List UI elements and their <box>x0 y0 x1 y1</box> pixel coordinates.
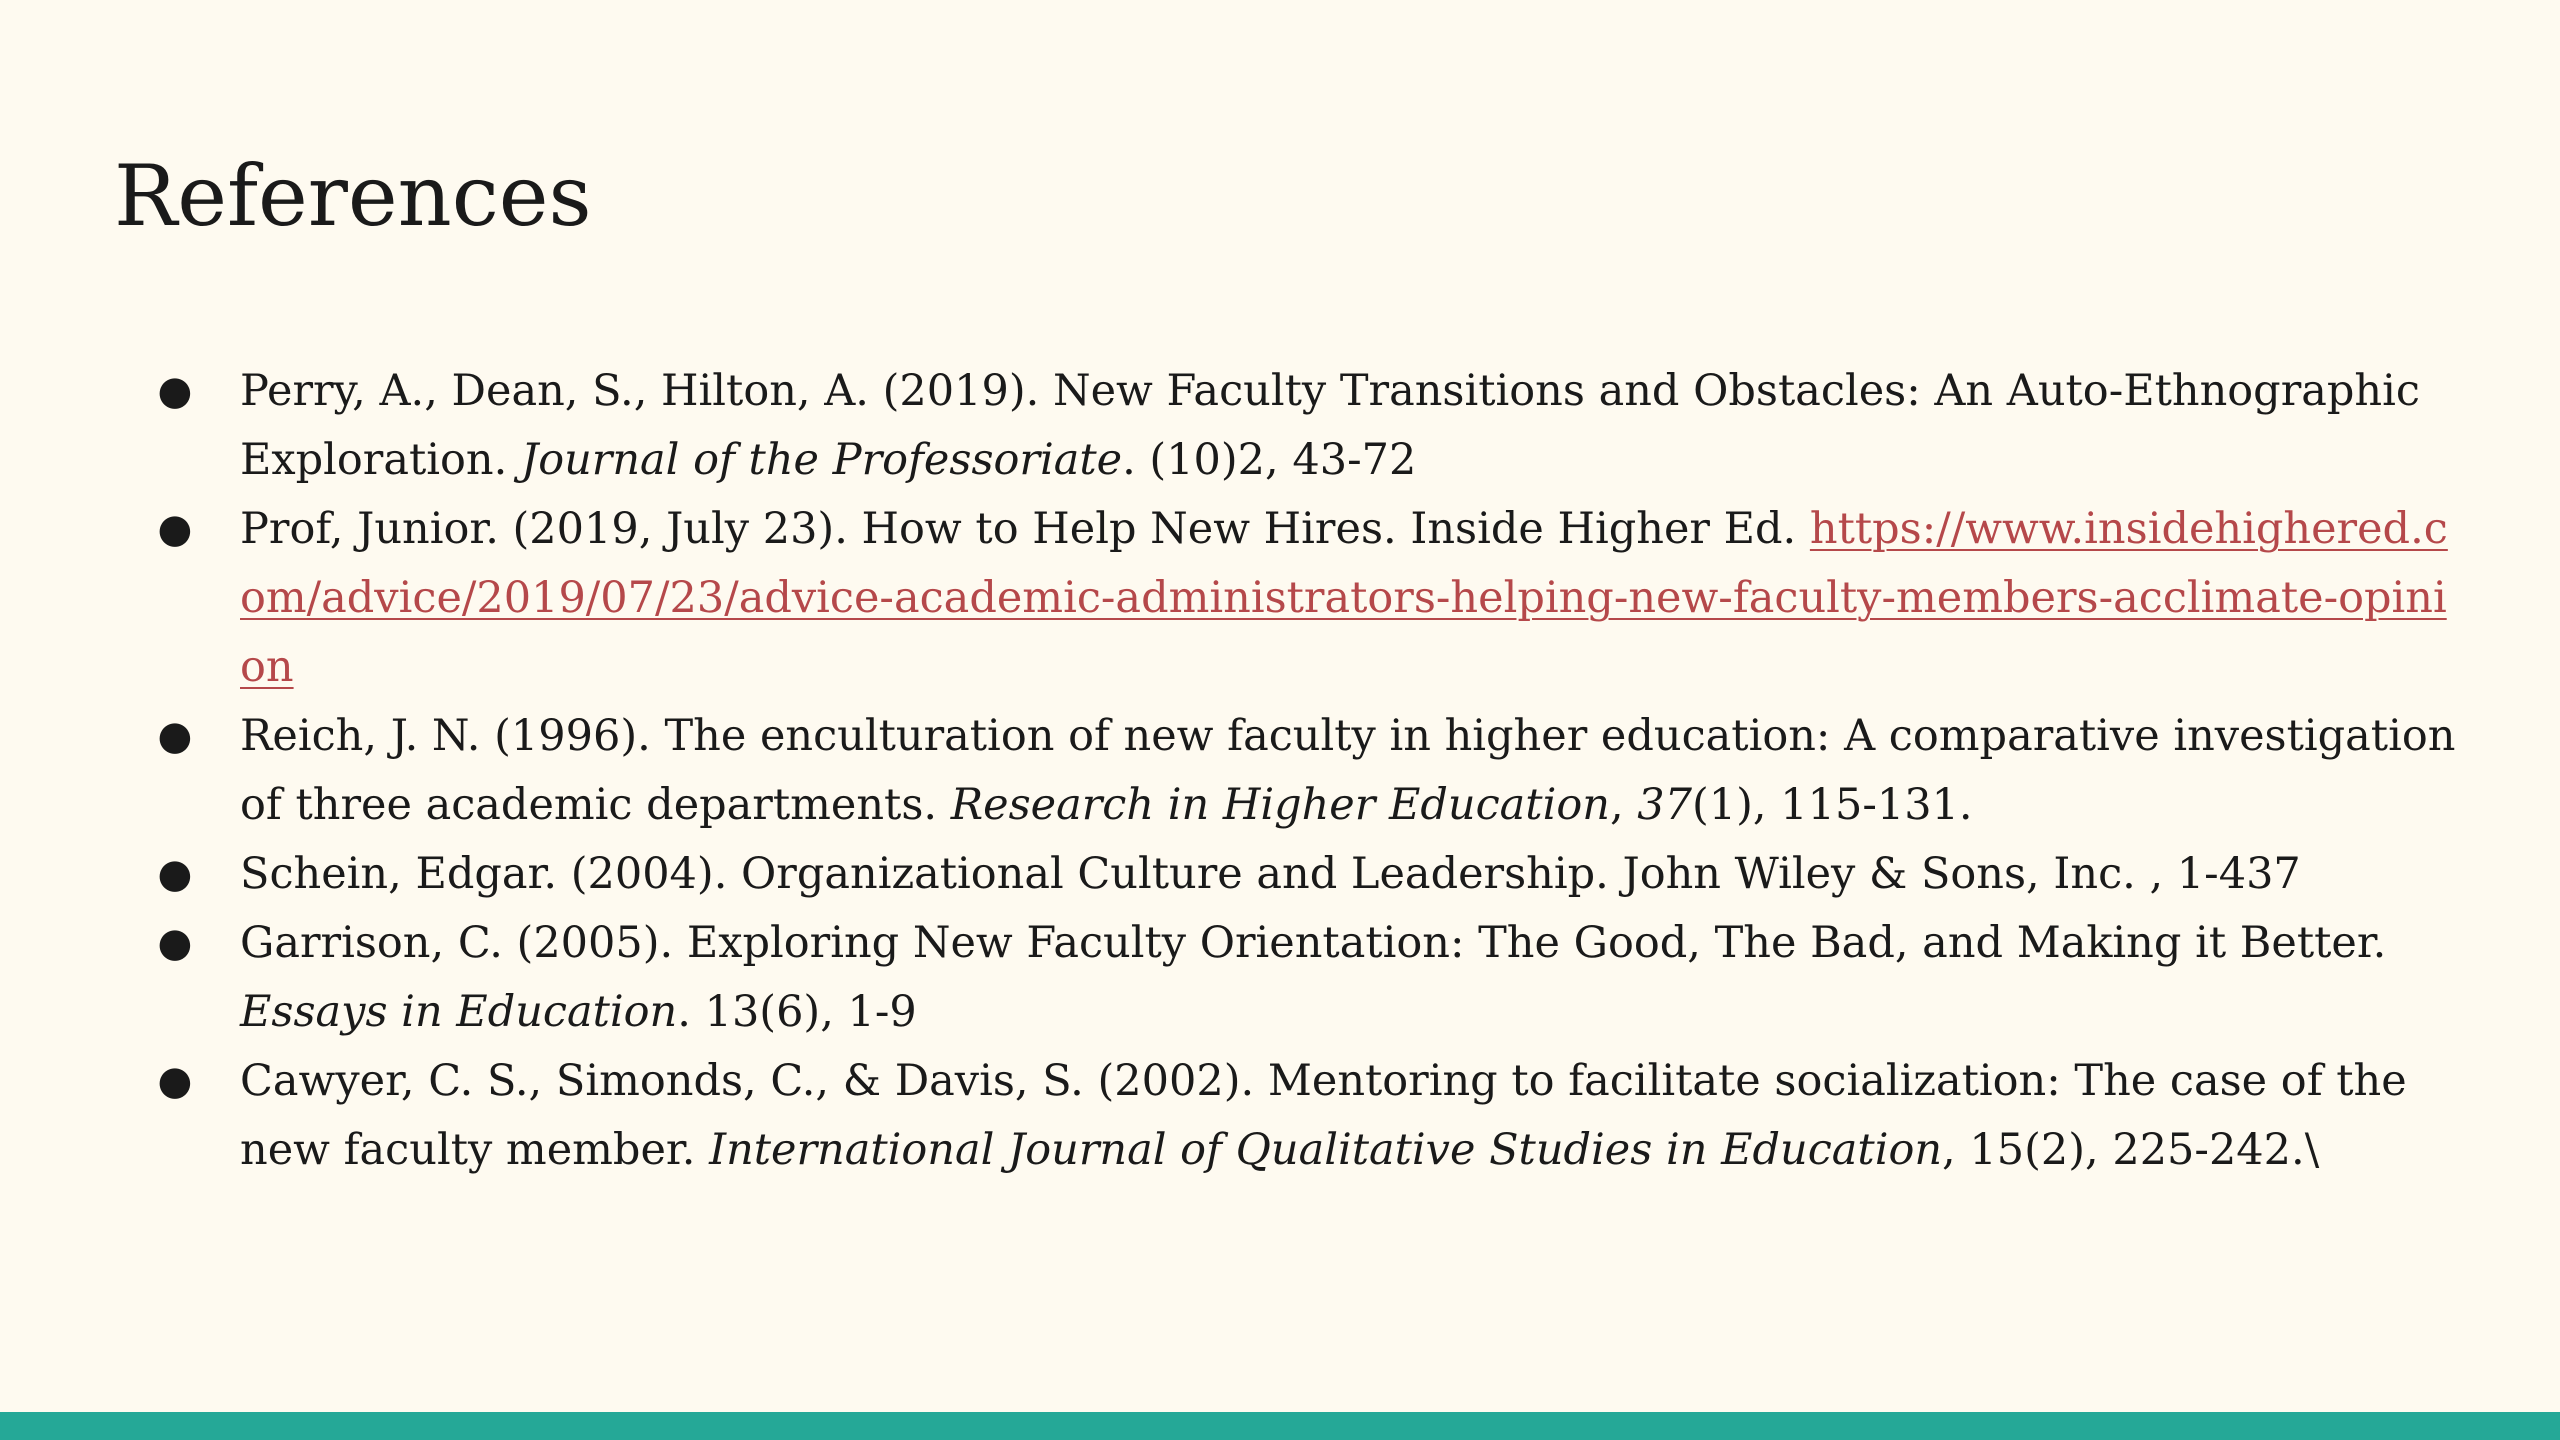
bullet-icon: ● <box>157 713 193 759</box>
reference-text: Schein, Edgar. (2004). Organizational Culture and Leadership. John Wiley & Sons, Inc. , 1-437 <box>240 849 2301 899</box>
bullet-icon: ● <box>157 368 193 414</box>
reference-item <box>157 495 2470 702</box>
reference-item <box>157 702 2470 840</box>
journal-title: International Journal of Qualitative Studies in Education <box>709 1125 1943 1175</box>
reference-text: Cawyer, C. S., Simonds, C., & Davis, S. (2002). Mentoring to facilitate socialization: The case of the new faculty member. <box>240 1056 2407 1175</box>
footer-accent-bar <box>0 1412 2560 1440</box>
slide-title: References <box>114 147 592 245</box>
reference-item <box>157 357 2470 495</box>
bullet-icon: ● <box>157 506 193 552</box>
reference-link[interactable]: https://www.insidehighered.com/advice/2019/07/23/advice-academic-administrators-helping-new-faculty-members-acclimate-opinion <box>240 504 2448 692</box>
reference-item <box>157 840 2470 909</box>
reference-text: Perry, A., Dean, S., Hilton, A. (2019). New Faculty Transitions and Obstacles: An Auto-Ethnographic Exploration. <box>240 366 2420 485</box>
reference-text: (1), 115-131. <box>1692 780 1973 830</box>
reference-item <box>157 1047 2470 1185</box>
reference-text: Reich, J. N. (1996). The enculturation of new faculty in higher education: A comparative investigation of three academic departments. <box>240 711 2456 830</box>
reference-text: . (10)2, 43-72 <box>1122 435 1417 485</box>
bullet-icon: ● <box>157 1058 193 1104</box>
journal-title: Research in Higher Education <box>950 780 1610 830</box>
bullet-icon: ● <box>157 920 193 966</box>
reference-text: Garrison, C. (2005). Exploring New Faculty Orientation: The Good, The Bad, and Making it Better. <box>240 918 2387 968</box>
reference-text: . 13(6), 1-9 <box>677 987 917 1037</box>
reference-text: Prof, Junior. (2019, July 23). How to Help New Hires. Inside Higher Ed. <box>240 504 1810 554</box>
reference-text: , <box>1609 780 1638 830</box>
reference-text: , 15(2), 225-242.\ <box>1942 1125 2320 1175</box>
journal-title: Journal of the Professoriate <box>520 435 1123 485</box>
reference-item <box>157 909 2470 1047</box>
journal-title: Essays in Education <box>240 987 678 1037</box>
reference-list <box>157 357 2470 1185</box>
bullet-icon: ● <box>157 851 193 897</box>
journal-volume: 37 <box>1637 780 1692 830</box>
